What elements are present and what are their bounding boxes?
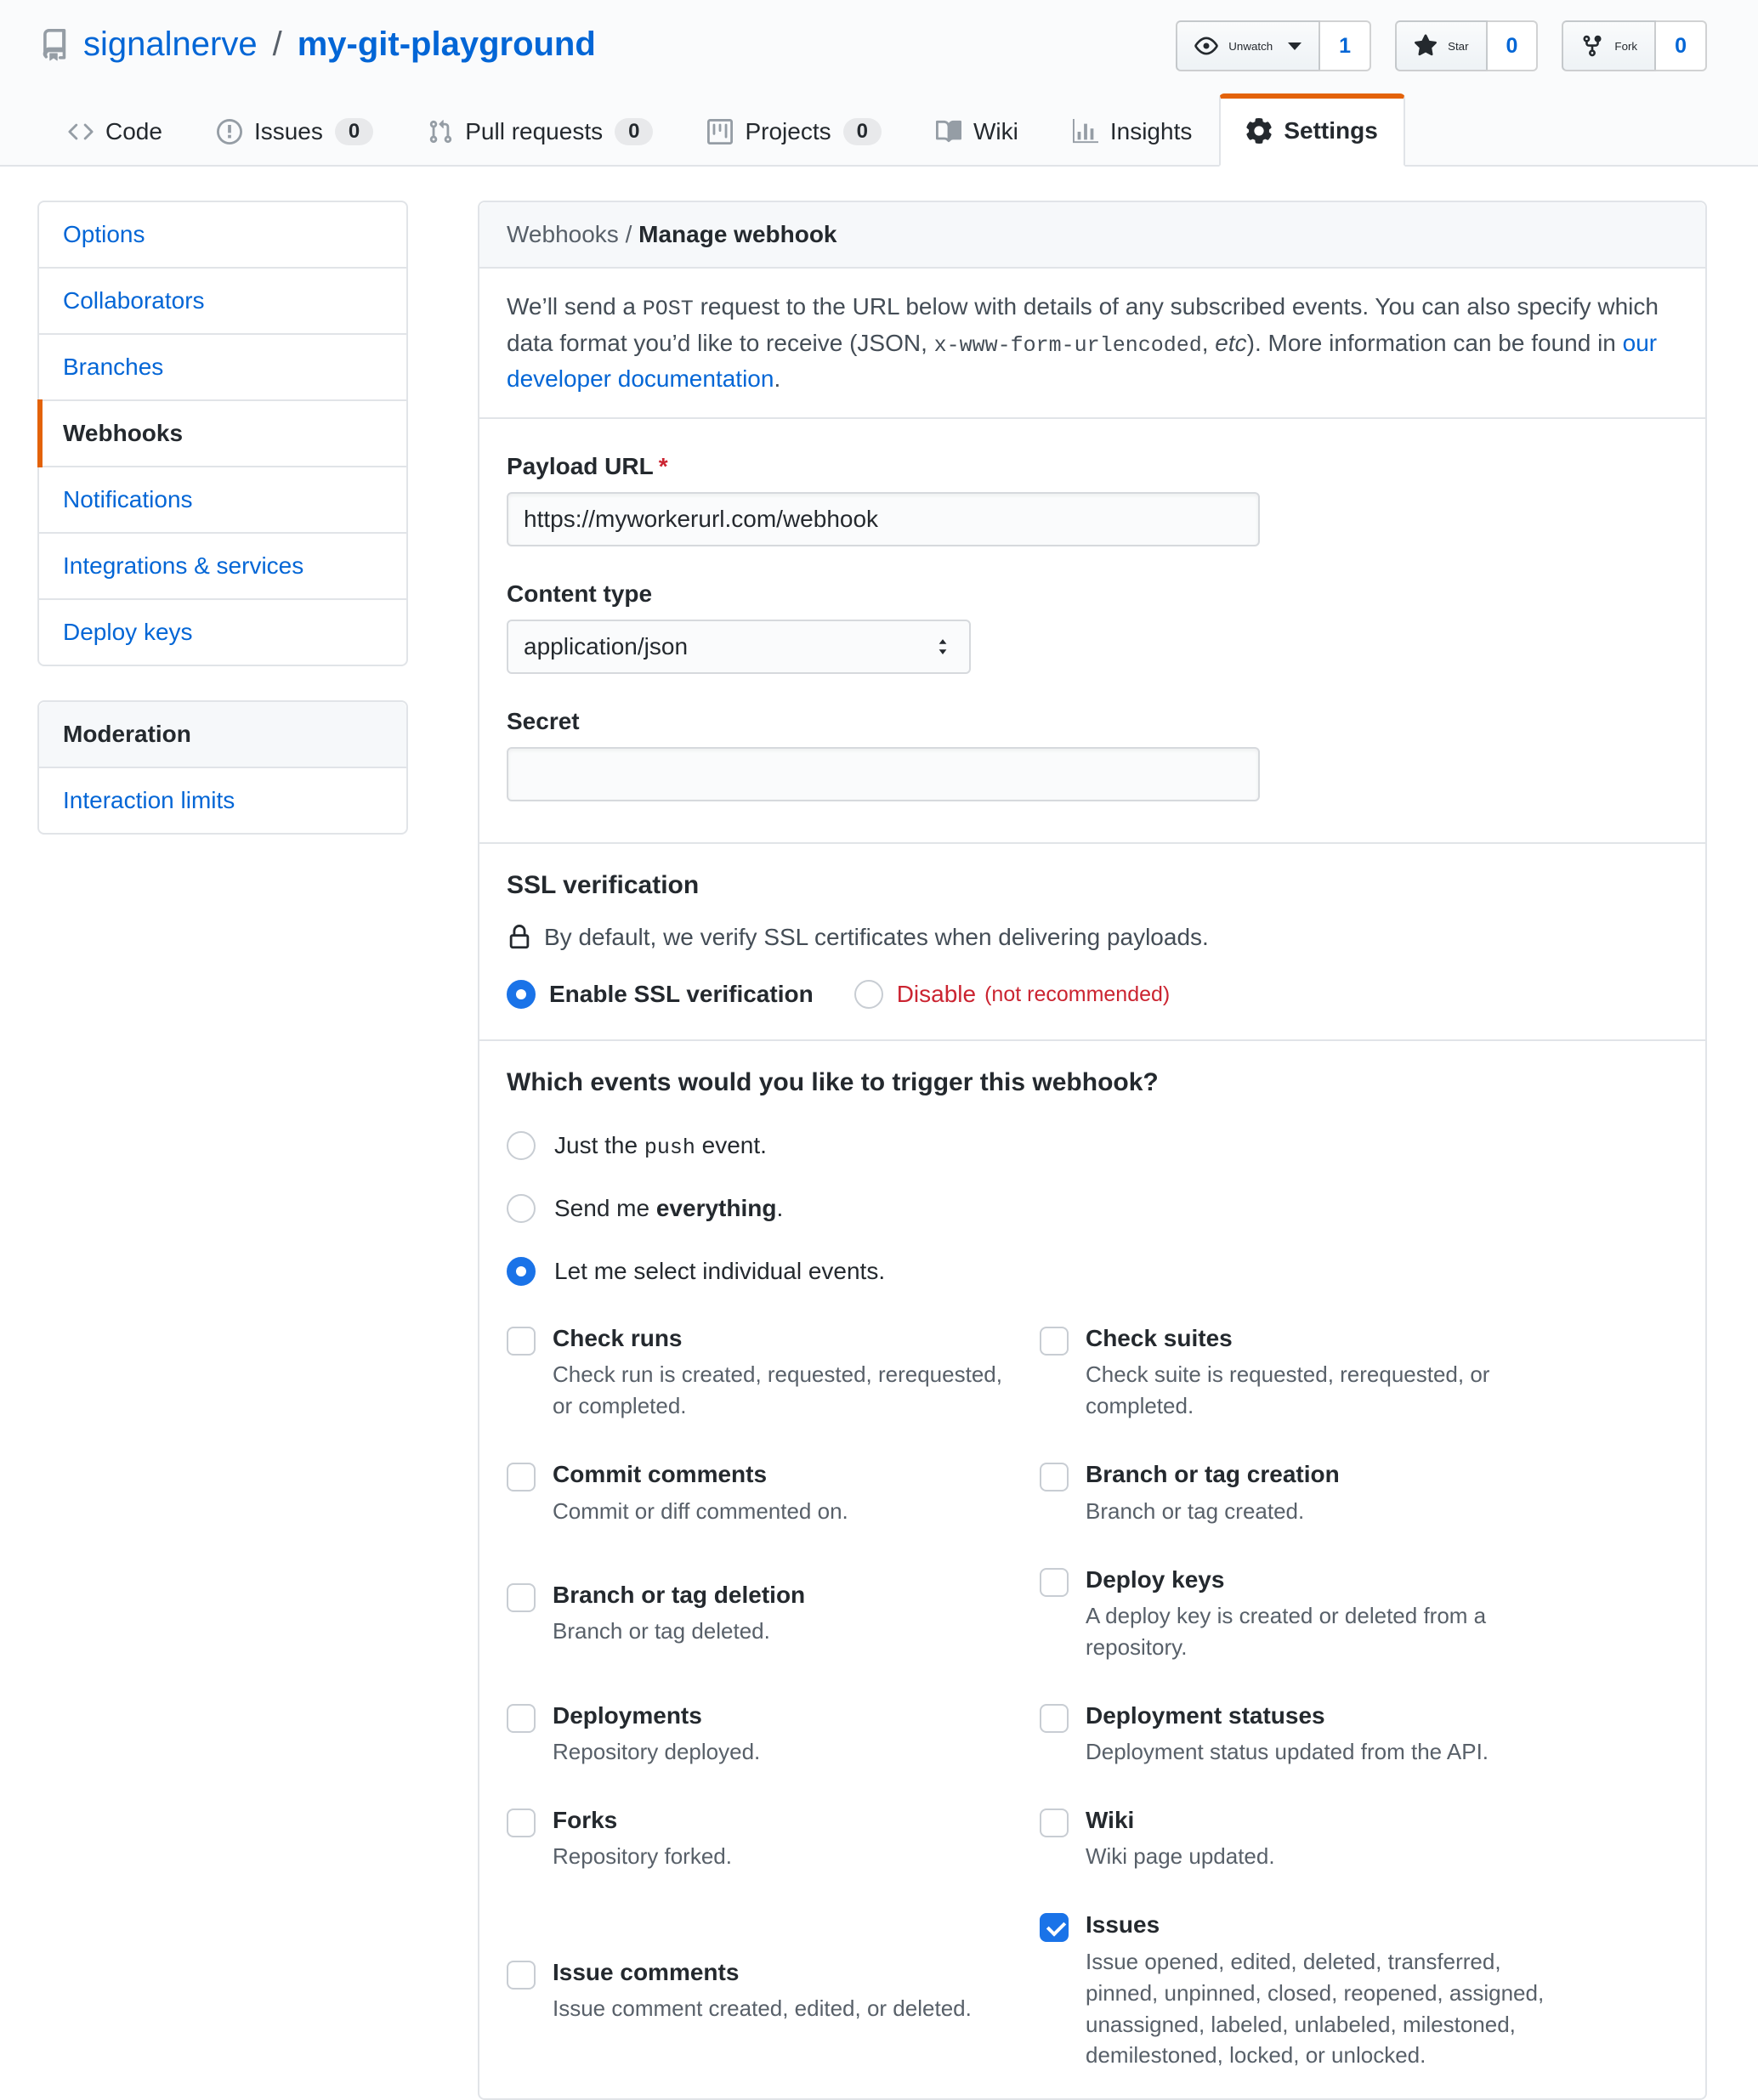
event-title: Check runs	[553, 1325, 683, 1351]
moderation-menu	[37, 700, 408, 835]
intro-part2: request to the URL below with details of any subscribed events. You can also specify which data format you’d like to receive (JSON,	[507, 293, 1659, 356]
deploy-keys-checkbox[interactable]	[1040, 1568, 1069, 1597]
developer-documentation-link[interactable]: our developer documentation	[507, 329, 1658, 392]
forks-checkbox[interactable]	[507, 1808, 536, 1837]
event-option-individual	[507, 1257, 1678, 1286]
ssl-disable-note: (not recommended)	[984, 982, 1171, 1006]
repo-action-buttons	[1176, 20, 1707, 71]
page-title: Manage webhook	[638, 221, 837, 247]
select-arrows-icon	[932, 636, 954, 658]
sidebar-item-branches[interactable]: Branches	[39, 335, 406, 401]
lock-icon	[507, 925, 532, 950]
event-deployment-statuses	[1040, 1701, 1678, 1768]
everything-label: Send me everything.	[554, 1195, 784, 1221]
event-issue-comments	[507, 1957, 1040, 2024]
event-branch-or-tag-deletion	[507, 1580, 1040, 1647]
gear-icon	[1246, 118, 1272, 144]
event-deployments	[507, 1701, 1040, 1768]
event-description: Check suite is requested, rerequested, or completed.	[1085, 1361, 1490, 1419]
book-icon	[936, 119, 961, 144]
fork-count[interactable]: 0	[1656, 20, 1707, 71]
event-description: Commit or diff commented on.	[553, 1497, 848, 1524]
breadcrumb-webhooks-link[interactable]: Webhooks	[507, 221, 619, 247]
payload-url-input[interactable]	[507, 492, 1260, 546]
wiki-checkbox[interactable]	[1040, 1808, 1069, 1837]
tab-code[interactable]: Code	[41, 93, 190, 167]
event-description: Repository deployed.	[553, 1739, 761, 1765]
event-title: Check suites	[1085, 1325, 1233, 1351]
event-description: Issue opened, edited, deleted, transferred, pinned, unpinned, closed, reopened, assigned, unassigned, labeled, unlabeled, milestoned, demilestoned, locked, or unlocked.	[1085, 1948, 1545, 2069]
event-title: Forks	[553, 1807, 618, 1833]
tab-pull-requests[interactable]: Pull requests 0	[400, 93, 680, 167]
events-section	[479, 1041, 1705, 2098]
sidebar-item-deploy-keys[interactable]: Deploy keys	[63, 619, 193, 645]
star-button-group	[1395, 20, 1538, 71]
settings-sidebar	[37, 201, 408, 835]
check-runs-checkbox[interactable]	[507, 1327, 536, 1356]
ssl-note-text: By default, we verify SSL certificates when delivering payloads.	[544, 924, 1209, 950]
event-description: Issue comment created, edited, or deleted.	[553, 1995, 972, 2022]
event-branch-or-tag-creation	[1040, 1459, 1678, 1526]
ssl-heading: SSL verification	[507, 871, 700, 899]
counter-badge: 0	[615, 118, 653, 145]
content-type-value: application/json	[524, 633, 689, 659]
event-title: Deployments	[553, 1701, 702, 1729]
events-checkbox-grid	[507, 1323, 1678, 2078]
event-description: Deployment status updated from the API.	[1085, 1739, 1489, 1765]
issue-opened-icon	[217, 119, 242, 144]
sidebar-item-notifications[interactable]: Notifications	[39, 467, 406, 534]
repo-nav-tabs	[37, 93, 1707, 167]
tab-projects[interactable]: Projects 0	[680, 93, 909, 167]
fork-icon	[1580, 34, 1604, 58]
deployments-checkbox[interactable]	[507, 1704, 536, 1733]
counter-badge: 0	[843, 118, 882, 145]
intro-text	[507, 289, 1678, 397]
commit-comments-checkbox[interactable]	[507, 1463, 536, 1492]
event-title: Wiki	[1085, 1807, 1135, 1833]
event-description: Branch or tag created.	[1085, 1497, 1305, 1524]
sidebar-item-webhooks[interactable]: Webhooks	[39, 401, 406, 467]
moderation-header: Moderation	[39, 702, 406, 768]
unwatch-count[interactable]: 1	[1320, 20, 1371, 71]
issue-comments-checkbox[interactable]	[507, 1961, 536, 1990]
panel-breadcrumb	[479, 202, 1705, 269]
event-deploy-keys	[1040, 1565, 1678, 1663]
event-check-runs	[507, 1323, 1040, 1422]
ssl-section	[479, 844, 1705, 1041]
pull-request-icon	[428, 119, 453, 144]
fork-button[interactable]: Fork	[1562, 20, 1656, 71]
everything-radio[interactable]	[507, 1194, 536, 1223]
intro-part5: .	[774, 365, 781, 392]
event-title: Branch or tag creation	[1085, 1461, 1340, 1488]
event-wiki	[1040, 1805, 1678, 1872]
breadcrumb-separator: /	[625, 221, 639, 247]
event-issues	[1040, 1910, 1678, 2071]
payload-url-label: Payload URL *	[507, 453, 668, 479]
branch-or-tag-creation-checkbox[interactable]	[1040, 1463, 1069, 1492]
main-layout	[0, 167, 1758, 2100]
form-section	[479, 419, 1705, 844]
individual-events-radio[interactable]	[507, 1257, 536, 1286]
intro-code-urlencoded: x-www-form-urlencoded	[933, 332, 1202, 358]
content-type-select[interactable]	[507, 620, 971, 674]
fork-button-group	[1562, 20, 1707, 71]
event-title: Commit comments	[553, 1461, 768, 1488]
event-title: Branch or tag deletion	[553, 1581, 806, 1608]
repo-title	[37, 25, 596, 64]
page-header	[0, 0, 1758, 167]
content-type-label: Content type	[507, 580, 653, 607]
counter-badge: 0	[335, 118, 373, 145]
issues-checkbox[interactable]	[1040, 1913, 1069, 1942]
repo-icon	[37, 29, 70, 61]
star-count[interactable]: 0	[1488, 20, 1539, 71]
star-icon	[1414, 34, 1438, 58]
event-forks	[507, 1805, 1040, 1872]
check-suites-checkbox[interactable]	[1040, 1327, 1069, 1356]
intro-part4: ). More information can be found in	[1246, 329, 1623, 356]
individual-events-label: Let me select individual events.	[554, 1258, 886, 1284]
intro-part1: We’ll send a	[507, 293, 643, 320]
event-check-suites	[1040, 1323, 1678, 1422]
event-description: Repository forked.	[553, 1843, 732, 1870]
tab-insights[interactable]: Insights	[1046, 93, 1220, 167]
event-description: A deploy key is created or deleted from a repository.	[1085, 1602, 1487, 1660]
event-description: Check run is created, requested, rerequested, or completed.	[553, 1361, 1002, 1419]
intro-etc: etc	[1215, 329, 1247, 356]
secret-label: Secret	[507, 708, 580, 734]
event-option-push-only	[507, 1131, 1678, 1160]
tab-wiki[interactable]: Wiki	[909, 93, 1046, 167]
intro-part3: ,	[1201, 329, 1216, 356]
tab-issues[interactable]: Issues 0	[190, 93, 400, 167]
ssl-enable-label: Enable SSL verification	[549, 981, 814, 1007]
sidebar-item-collaborators[interactable]: Collaborators	[39, 269, 406, 335]
events-heading: Which events would you like to trigger this webhook?	[507, 1068, 1159, 1096]
star-button[interactable]: Star	[1395, 20, 1487, 71]
unwatch-button[interactable]: Unwatch	[1176, 20, 1320, 71]
push-only-radio[interactable]	[507, 1131, 536, 1160]
unwatch-button-group	[1176, 20, 1371, 71]
event-description: Branch or tag deleted.	[553, 1618, 770, 1644]
required-asterisk: *	[658, 453, 668, 479]
event-title: Issues	[1085, 1911, 1160, 1939]
repo-separator: /	[272, 25, 282, 63]
event-description: Wiki page updated.	[1085, 1843, 1275, 1870]
settings-menu	[37, 201, 408, 666]
ssl-disable-radio[interactable]	[854, 980, 883, 1009]
eye-icon	[1194, 34, 1218, 58]
event-title: Issue comments	[553, 1958, 740, 1985]
push-only-label: Just the push event.	[554, 1131, 767, 1160]
tab-settings[interactable]: Settings	[1219, 93, 1404, 167]
event-title: Deployment statuses	[1085, 1701, 1325, 1729]
webhook-panel	[478, 201, 1707, 2100]
branch-or-tag-deletion-checkbox[interactable]	[507, 1583, 536, 1612]
repo-owner-link[interactable]: signalnerve	[83, 25, 258, 63]
repo-name-link[interactable]: my-git-playground	[297, 25, 596, 63]
code-icon	[68, 119, 94, 144]
dropdown-caret-icon	[1288, 42, 1301, 50]
sidebar-item-options[interactable]: Options	[39, 202, 406, 269]
ssl-disable-label: Disable	[896, 981, 977, 1007]
secret-input[interactable]	[507, 747, 1260, 801]
project-icon	[707, 119, 733, 144]
ssl-enable-radio[interactable]	[507, 980, 536, 1009]
sidebar-item-integrations-services[interactable]: Integrations & services	[39, 534, 406, 600]
intro-section	[479, 269, 1705, 419]
event-title: Deploy keys	[1085, 1565, 1225, 1593]
sidebar-item-interaction-limits[interactable]: Interaction limits	[63, 787, 235, 813]
intro-code-post: POST	[642, 297, 694, 321]
graph-icon	[1073, 119, 1098, 144]
deployment-statuses-checkbox[interactable]	[1040, 1704, 1069, 1733]
event-commit-comments	[507, 1459, 1040, 1526]
event-option-everything	[507, 1194, 1678, 1223]
